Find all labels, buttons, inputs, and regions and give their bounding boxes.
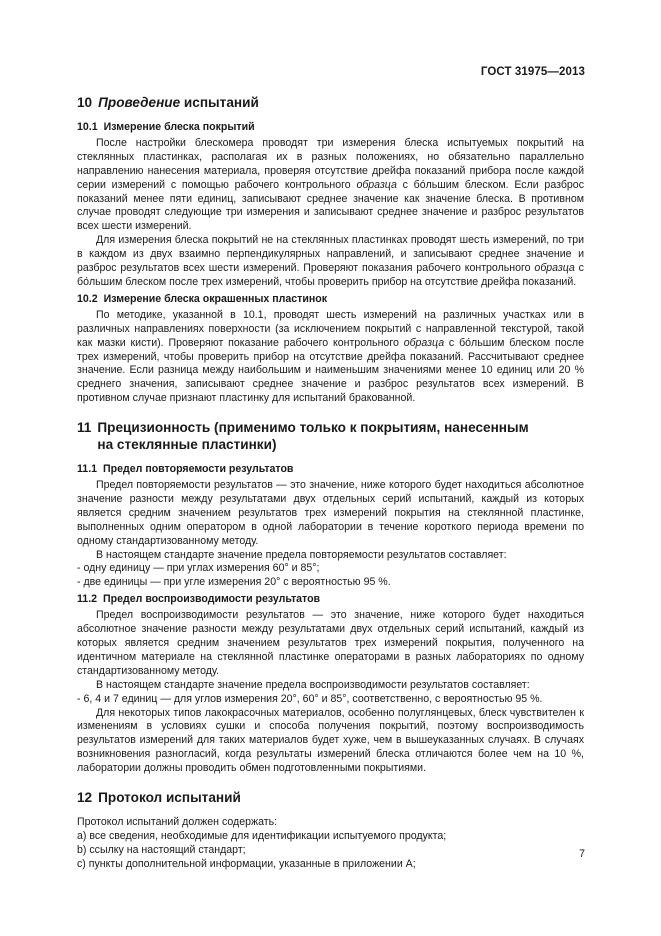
section-11-heading (77, 419, 584, 453)
subsection-10-1-heading (77, 121, 584, 135)
page-content (77, 94, 584, 872)
section-title-italic: Проведение (98, 95, 181, 110)
standard-designation: ГОСТ 31975—2013 (480, 66, 585, 78)
paragraph: В настоящем стандарте значение предела повторяемости результатов составляет: (96, 548, 507, 561)
section-number: 10 (77, 95, 93, 110)
list-item: - одну единицу — при углах измерения 60° и 85°; (77, 562, 320, 575)
paragraph: Предел воспроизводимости результатов — это значение, ниже которого будет находиться абсолютное значение разности между результатами двух отдельных серий испытаний, каждый из которых является средним значением результатов трех измерений покрытия, полученного на идентичном материале на стеклянной пластинке операторами в разных лабораториях по одному стандартизованному методу. (77, 609, 584, 677)
page-number: 7 (579, 848, 585, 860)
paragraph: По методике, указанной в 10.1, проводят шесть измерений на различных участках или в различных направлениях поверхности (за исключением покрытий с направленной текстурой, такой как мазки кисти). Проверяют показание рабочего контрольного образца с бо́льшим блеском после трех измерений, чтобы проверить прибор на отсутствие дрейфа показаний. Рассчитывают среднее значение. Если разница между наибольшим и наименьшим значениями менее 10 единиц или 20 % среднего значения, записывают среднее значение и разброс результатов всех измерений. В противном случае признают пластинку для испытаний бракованной. (77, 308, 584, 405)
subsection-title: Предел воспроизводимости результатов (103, 593, 321, 606)
subsection-10-2-heading (77, 293, 584, 307)
paragraph: Для некоторых типов лакокрасочных материалов, особенно полуглянцевых, блеск чувствителен к изменениям в условиях сушки и способа получения покрытий, поэтому воспроизводимость результатов измерений для таких материалов будет хуже, чем в вышеуказанных случаях. В случаях возникновения разногласий, когда результаты измерений блеска отличаются более чем на 10 %, лаборатории должны проводить обмен подготовленными покрытиями. (77, 706, 584, 775)
list-item: - 6, 4 и 7 единиц — для углов измерения 20°, 60° и 85°, соответственно, с вероятностью 95 %. (77, 692, 543, 705)
subsection-number: 10.2 (77, 292, 98, 305)
section-12-heading (77, 789, 584, 806)
subsection-11-1-heading (77, 463, 584, 477)
section-title: Протокол испытаний (98, 790, 241, 806)
section-number: 11 (77, 420, 92, 436)
section-title: Прецизионность (применимо только к покрытиям, нанесенным на стеклянные пластинки) (97, 420, 529, 453)
subsection-number: 11.2 (77, 593, 98, 606)
list-item: c) пункты дополнительной информации, указанные в приложении А; (77, 857, 416, 870)
section-10-heading (77, 94, 584, 111)
paragraph: После настройки блескомера проводят три измерения блеска испытуемых покрытий на стеклянных пластинках, располагая их в разных положениях, но обязательно параллельно направлению нанесения материала, проверяя отсутствие дрейфа показаний прибора после каждой серии измерений с помощью рабочего контрольного образца с бо́льшим блеском. Если разброс показаний менее пяти единиц, записывают среднее значение как значение блеска. В противном случае проводят следующие три измерения и записывают среднее значение и разброс результатов всех шести измерений. (77, 136, 584, 233)
section-title-rest: испытаний (180, 95, 259, 110)
list-item: b) ссылку на настоящий стандарт; (77, 843, 246, 856)
paragraph: Протокол испытаний должен содержать: (77, 816, 278, 829)
subsection-number: 10.1 (77, 121, 98, 133)
subsection-number: 11.1 (77, 463, 98, 476)
subsection-title: Предел повторяемости результатов (103, 463, 294, 476)
list-item: а) все сведения, необходимые для идентификации испытуемого продукта; (77, 829, 447, 842)
subsection-title: Измерение блеска окрашенных пластинок (103, 292, 328, 305)
list-item: - две единицы — при угле измерения 20° с вероятностью 95 %. (77, 576, 391, 589)
paragraph: В настоящем стандарте значение предела воспроизводимости результатов составляет: (96, 678, 530, 691)
paragraph: Предел повторяемости результатов — это значение, ниже которого будет находиться абсолютное значение разности между результатами двух отдельных серий испытаний, каждый из которых является средним значением результатов трех измерений покрытия на стеклянной пластинке, выполненных одним оператором в одной лаборатории в течение короткого периода времени по одному стандартизованному методу. (77, 479, 584, 547)
subsection-11-2-heading (77, 593, 584, 607)
subsection-title: Измерение блеска покрытий (103, 121, 255, 133)
paragraph: Для измерения блеска покрытий не на стеклянных пластинках проводят шесть измерений, по три в каждом из двух взаимно перпендикулярных направлений, и записывают среднее значение и разброс результатов всех шести измерений. Проверяют показания рабочего контрольного образца с бо́льшим блеском после трех измерений, чтобы проверить прибор на отсутствие дрейфа показаний. (77, 234, 584, 288)
section-number: 12 (77, 790, 93, 806)
